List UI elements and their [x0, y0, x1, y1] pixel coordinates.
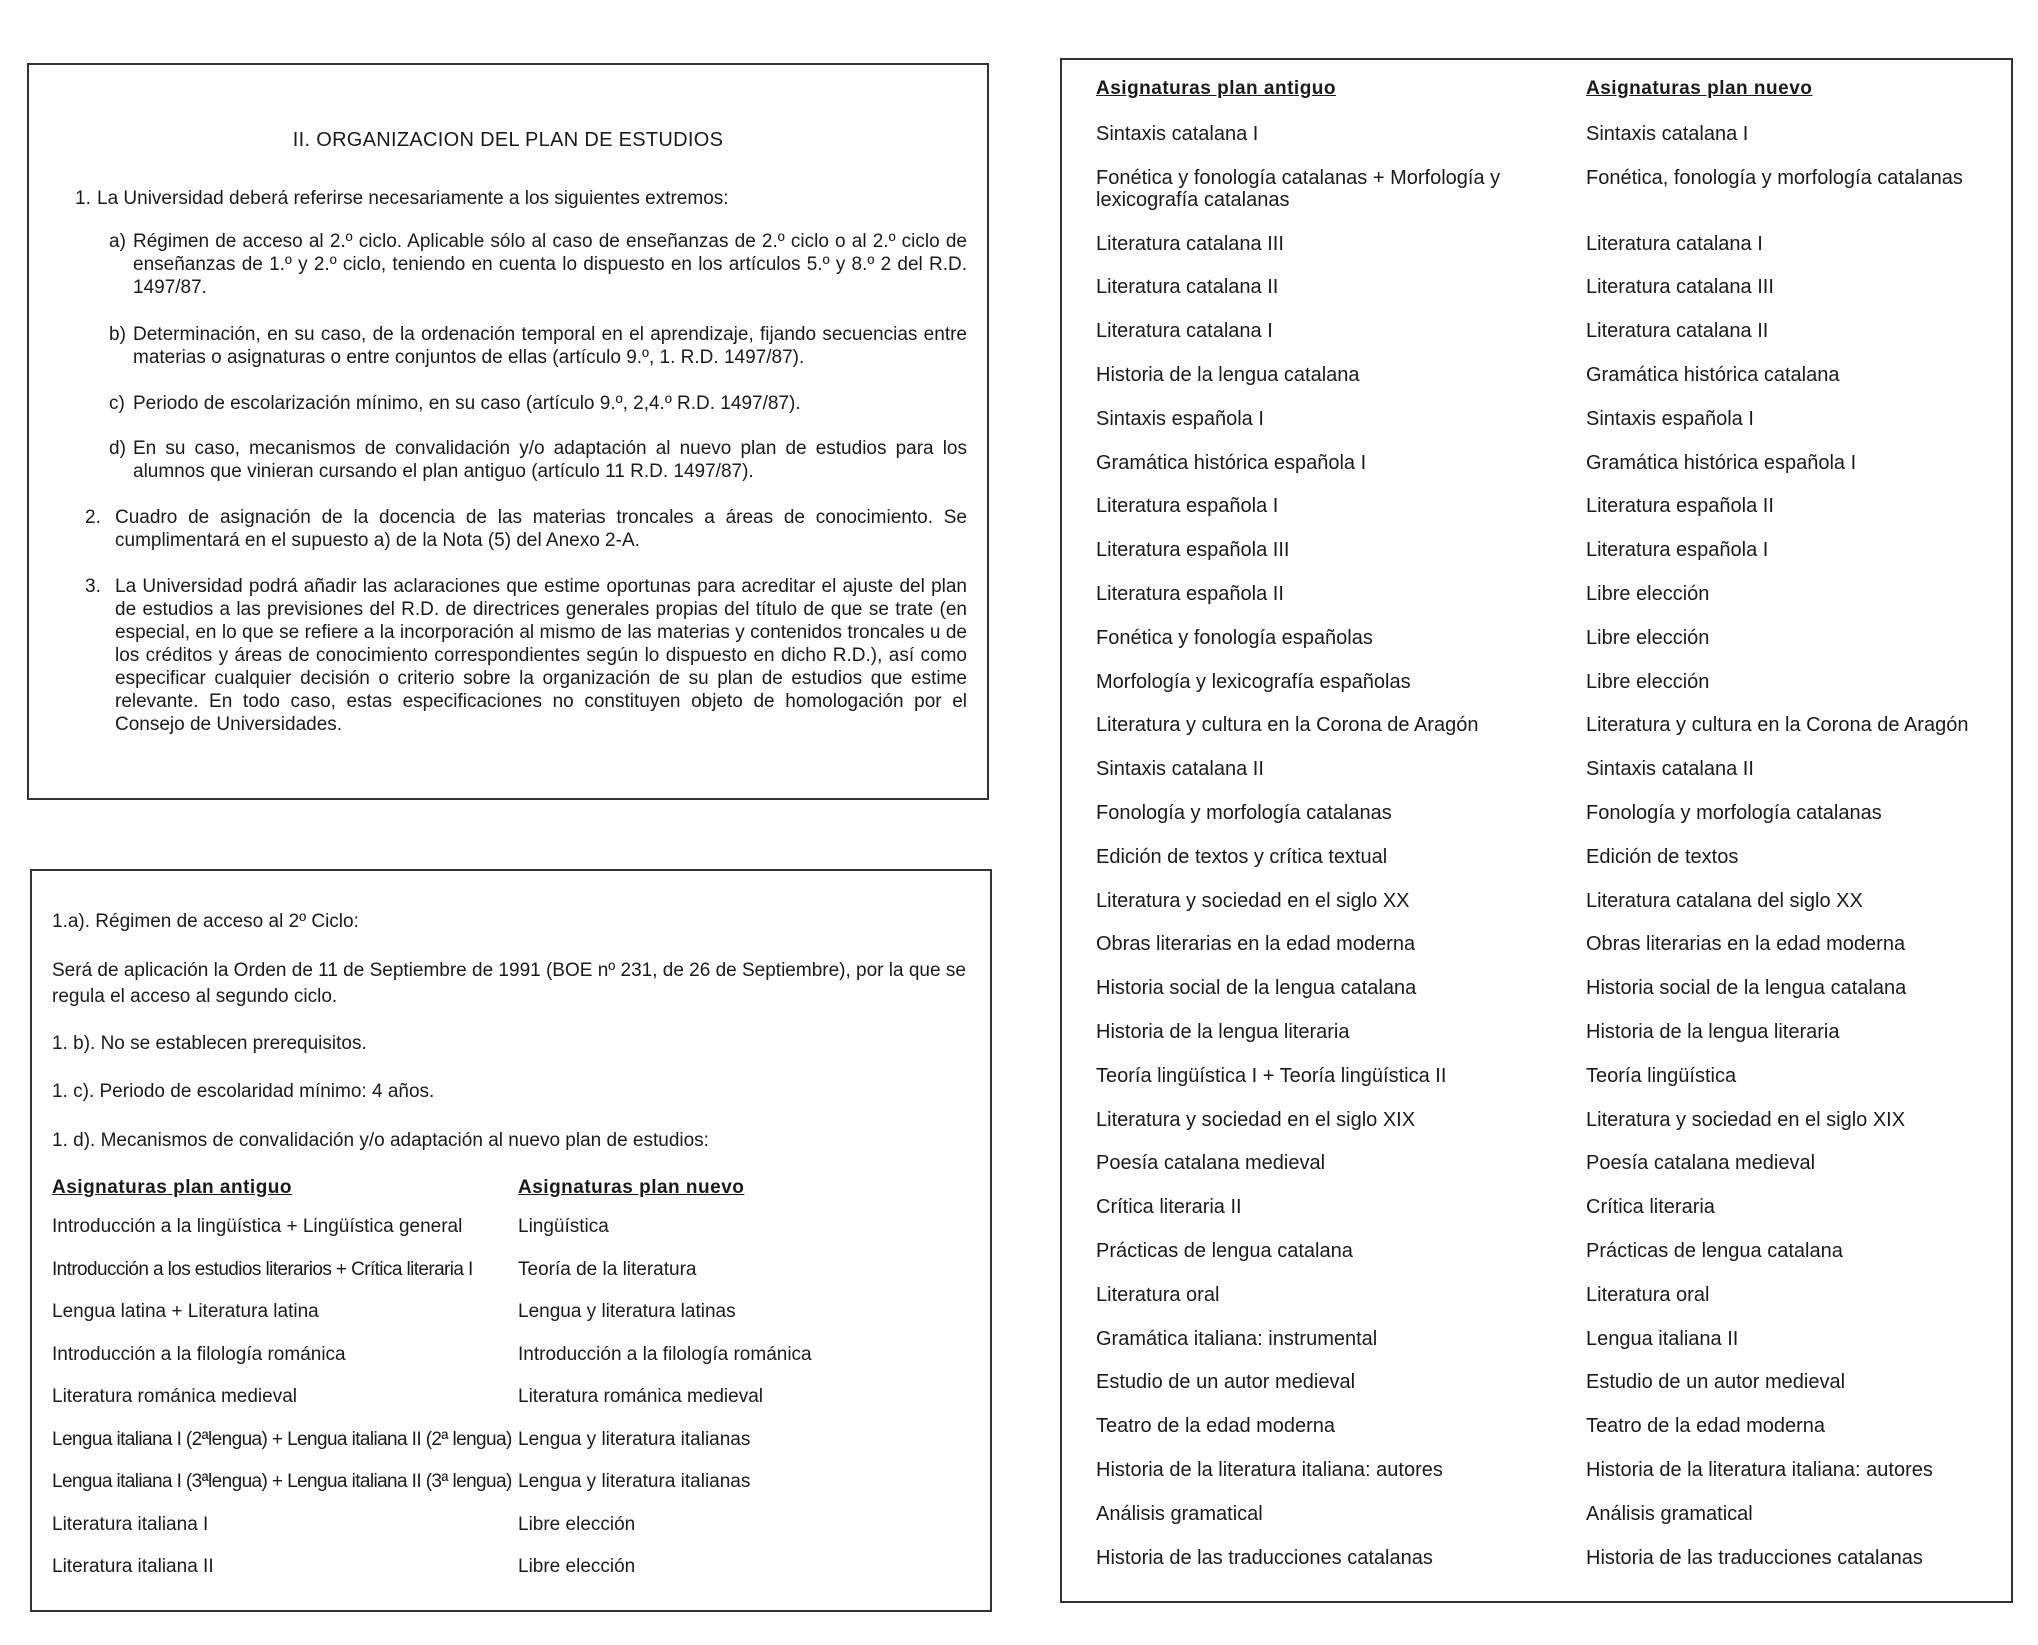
- acceso-1c-line: 1. c). Periodo de escolaridad mínimo: 4 años.: [52, 1081, 435, 1102]
- new-plan-subject: Literatura oral: [1586, 1283, 1710, 1306]
- subitem-letter: d): [109, 438, 126, 459]
- section-title: II. ORGANIZACION DEL PLAN DE ESTUDIOS: [292, 129, 724, 151]
- old-plan-subject: Análisis gramatical: [1096, 1502, 1263, 1525]
- new-plan-subject: Poesía catalana medieval: [1586, 1152, 1816, 1175]
- subitem-text: Periodo de escolarización mínimo, en su caso (artículo 9.º, 2,4.º R.D. 1497/87).: [133, 393, 801, 414]
- old-plan-subject: Introducción a la lingüística + Lingüística general: [52, 1216, 463, 1237]
- old-plan-subject: Morfología y lexicografía españolas: [1096, 670, 1411, 693]
- old-plan-subject: Introducción a los estudios literarios + Crítica literaria I: [52, 1258, 473, 1280]
- new-plan-subject: Literatura española II: [1586, 495, 1774, 518]
- item-number: 3.: [85, 576, 101, 597]
- new-plan-subject: Historia de la literatura italiana: autores: [1586, 1459, 1933, 1481]
- new-plan-subject: Literatura catalana II: [1586, 320, 1769, 343]
- old-plan-subject: Historia de la lengua literaria: [1096, 1021, 1350, 1043]
- new-plan-subject: Gramática histórica catalana: [1586, 364, 1840, 386]
- new-plan-subject: Sintaxis catalana I: [1586, 123, 1749, 145]
- new-plan-subject: Lingüística: [518, 1216, 609, 1237]
- new-plan-subject: Historia de las traducciones catalanas: [1586, 1546, 1923, 1569]
- item-2: [85, 506, 967, 552]
- column-header-old-plan: Asignaturas plan antiguo: [1096, 78, 1337, 99]
- new-plan-subject: Edición de textos: [1586, 845, 1739, 868]
- old-plan-subject: Historia de la literatura italiana: autores: [1096, 1459, 1443, 1481]
- new-plan-subject: Historia de la lengua literaria: [1586, 1021, 1840, 1043]
- new-plan-subject: Fonología y morfología catalanas: [1586, 802, 1882, 824]
- new-plan-subject: Lengua y literatura latinas: [518, 1301, 736, 1322]
- new-plan-subject: Historia social de la lengua catalana: [1586, 977, 1907, 1000]
- new-plan-subject: Literatura española I: [1586, 539, 1769, 562]
- old-plan-subject: Teoría lingüística I + Teoría lingüística II: [1096, 1064, 1447, 1087]
- new-plan-subject: Literatura y sociedad en el siglo XIX: [1586, 1108, 1906, 1131]
- new-plan-subject: Obras literarias en la edad moderna: [1586, 933, 1906, 956]
- equivalence-table-right: [1096, 78, 1996, 1598]
- new-plan-subject: Teoría de la literatura: [518, 1258, 697, 1280]
- old-plan-subject: Literatura española III: [1096, 539, 1290, 562]
- organizacion-box: [27, 63, 989, 800]
- new-plan-subject: Libre elección: [1586, 670, 1710, 693]
- equivalence-box-right: [1060, 58, 2013, 1603]
- old-plan-subject: Obras literarias en la edad moderna: [1096, 933, 1416, 956]
- old-plan-subject: Teatro de la edad moderna: [1096, 1415, 1336, 1438]
- new-plan-subject: Lengua y literatura italianas: [518, 1471, 751, 1492]
- old-plan-subject: Sintaxis española I: [1096, 407, 1264, 430]
- old-plan-subject: Literatura catalana II: [1096, 276, 1279, 299]
- column-header-old-plan: Asignaturas plan antiguo: [52, 1177, 293, 1198]
- old-plan-subject: Estudio de un autor medieval: [1096, 1371, 1356, 1394]
- new-plan-subject: Literatura románica medieval: [518, 1386, 764, 1407]
- old-plan-subject: Literatura oral: [1096, 1283, 1220, 1306]
- column-header-new-plan: Asignaturas plan nuevo: [1586, 78, 1813, 99]
- item-text: La Universidad podrá añadir las aclaraciones que estime oportunas para acreditar el ajuste del plan de estudios a las previsiones del R.D. de directrices generales propias del título de que se trate (en especial, en lo que se refiere a la incorporación al mismo de las materias y contenidos troncales u de los créditos y áreas de conocimiento correspondientes según lo dispuesto en dicho R.D.), así como especificar cualquier decisión o criterio sobre la organización de su plan de estudios que estime relevante. En todo caso, estas especificaciones no constituyen objeto de homologación por el Consejo de Universidades.: [115, 576, 967, 735]
- item-text: Cuadro de asignación de la docencia de las materias troncales a áreas de conocimiento. Se cumplimentará en el supuesto a) de la Nota (5) del Anexo 2-A.: [115, 507, 967, 551]
- subitem-text: En su caso, mecanismos de convalidación y/o adaptación al nuevo plan de estudios para los alumnos que vinieran cursando el plan antiguo (artículo 11 R.D. 1497/87).: [133, 438, 967, 482]
- new-plan-subject: Literatura catalana III: [1586, 276, 1774, 299]
- item-number: 2.: [85, 507, 101, 528]
- column-header-new-plan: Asignaturas plan nuevo: [518, 1177, 745, 1198]
- acceso-1d-line: 1. d). Mecanismos de convalidación y/o adaptación al nuevo plan de estudios:: [52, 1130, 709, 1151]
- new-plan-subject: Sintaxis catalana II: [1586, 758, 1754, 781]
- old-plan-subject: Historia de la lengua catalana: [1096, 364, 1360, 386]
- old-plan-subject: Literatura catalana III: [1096, 232, 1284, 255]
- old-plan-subject: Lengua latina + Literatura latina: [52, 1301, 319, 1322]
- item-text: La Universidad deberá referirse necesariamente a los siguientes extremos:: [97, 188, 729, 209]
- new-plan-subject: Crítica literaria: [1586, 1196, 1715, 1219]
- old-plan-subject: Historia social de la lengua catalana: [1096, 977, 1417, 1000]
- new-plan-subject: Estudio de un autor medieval: [1586, 1371, 1846, 1394]
- old-plan-subject: Literatura y cultura en la Corona de Aragón: [1096, 714, 1479, 737]
- old-plan-subject: Fonética y fonología españolas: [1096, 626, 1373, 649]
- new-plan-subject: Lengua italiana II: [1586, 1327, 1739, 1350]
- old-plan-subject: Gramática italiana: instrumental: [1096, 1327, 1378, 1350]
- acceso-paragraph: Será de aplicación la Orden de 11 de Septiembre de 1991 (BOE nº 231, de 26 de Septiembre), por la que se regula el acceso al segundo ciclo.: [52, 960, 966, 1007]
- new-plan-subject: Fonética, fonología y morfología catalanas: [1586, 166, 1963, 189]
- new-plan-subject: Literatura catalana del siglo XX: [1586, 889, 1863, 912]
- new-plan-subject: Literatura y cultura en la Corona de Aragón: [1586, 714, 1969, 737]
- subitem-c: [109, 392, 967, 415]
- item-number: 1.: [75, 188, 91, 209]
- new-plan-subject: Introducción a la filología románica: [518, 1343, 812, 1365]
- old-plan-subject: Lengua italiana I (3ªlengua) + Lengua italiana II (3ª lengua): [52, 1471, 512, 1492]
- new-plan-subject: Libre elección: [518, 1556, 636, 1577]
- old-plan-subject: Literatura española I: [1096, 495, 1279, 518]
- equivalence-table-left: [52, 1177, 982, 1597]
- new-plan-subject: Prácticas de lengua catalana: [1586, 1240, 1843, 1262]
- new-plan-subject: Análisis gramatical: [1586, 1502, 1753, 1525]
- subitem-letter: c): [109, 393, 125, 414]
- old-plan-subject: Literatura y sociedad en el siglo XX: [1096, 889, 1410, 912]
- old-plan-subject: Prácticas de lengua catalana: [1096, 1240, 1353, 1262]
- old-plan-subject: Literatura española II: [1096, 583, 1284, 605]
- old-plan-subject: Sintaxis catalana I: [1096, 123, 1259, 145]
- acceso-1a-heading: 1.a). Régimen de acceso al 2º Ciclo:: [52, 911, 359, 932]
- old-plan-subject: Fonética y fonología catalanas + Morfología y lexicografía catalanas: [1096, 166, 1501, 211]
- item-3: [85, 575, 967, 736]
- subitem-text: Régimen de acceso al 2.º ciclo. Aplicable sólo al caso de enseñanzas de 2.º ciclo o al 2.º ciclo de enseñanzas de 1.º y 2.º ciclo, teniendo en cuenta lo dispuesto en los artículos 5.º y 8.º 2 del R.D. 1497/87.: [133, 231, 967, 298]
- acceso-box: [30, 869, 992, 1612]
- new-plan-subject: Lengua y literatura italianas: [518, 1428, 751, 1450]
- old-plan-subject: Introducción a la filología románica: [52, 1343, 346, 1365]
- subitem-letter: b): [109, 324, 126, 345]
- new-plan-subject: Teoría lingüística: [1586, 1064, 1737, 1087]
- old-plan-subject: Edición de textos y crítica textual: [1096, 845, 1388, 868]
- subitem-letter: a): [109, 231, 126, 252]
- new-plan-subject: Sintaxis española I: [1586, 407, 1754, 430]
- new-plan-subject: Teatro de la edad moderna: [1586, 1415, 1826, 1438]
- old-plan-subject: Literatura catalana I: [1096, 320, 1273, 343]
- subitem-b: [109, 323, 967, 369]
- old-plan-subject: Literatura italiana I: [52, 1513, 209, 1535]
- acceso-1b-line: 1. b). No se establecen prerequisitos.: [52, 1033, 367, 1054]
- old-plan-subject: Lengua italiana I (2ªlengua) + Lengua italiana II (2ª lengua): [52, 1428, 512, 1450]
- old-plan-subject: Historia de las traducciones catalanas: [1096, 1546, 1433, 1569]
- new-plan-subject: Libre elección: [1586, 583, 1710, 605]
- old-plan-subject: Fonología y morfología catalanas: [1096, 802, 1392, 824]
- old-plan-subject: Literatura románica medieval: [52, 1386, 298, 1407]
- old-plan-subject: Crítica literaria II: [1096, 1196, 1242, 1219]
- old-plan-subject: Gramática histórica española I: [1096, 451, 1367, 474]
- old-plan-subject: Literatura y sociedad en el siglo XIX: [1096, 1108, 1416, 1131]
- new-plan-subject: Libre elección: [518, 1513, 636, 1535]
- new-plan-subject: Gramática histórica española I: [1586, 451, 1857, 474]
- old-plan-subject: Poesía catalana medieval: [1096, 1152, 1326, 1175]
- old-plan-subject: Sintaxis catalana II: [1096, 758, 1264, 781]
- subitem-a: [109, 230, 967, 299]
- subitem-d: [109, 437, 967, 483]
- subitem-text: Determinación, en su caso, de la ordenación temporal en el aprendizaje, fijando secuencias entre materias o asignaturas o entre conjuntos de ellas (artículo 9.º, 1. R.D. 1497/87).: [133, 324, 967, 368]
- new-plan-subject: Libre elección: [1586, 626, 1710, 649]
- item-1: [75, 187, 955, 210]
- old-plan-subject: Literatura italiana II: [52, 1556, 214, 1577]
- new-plan-subject: Literatura catalana I: [1586, 232, 1763, 255]
